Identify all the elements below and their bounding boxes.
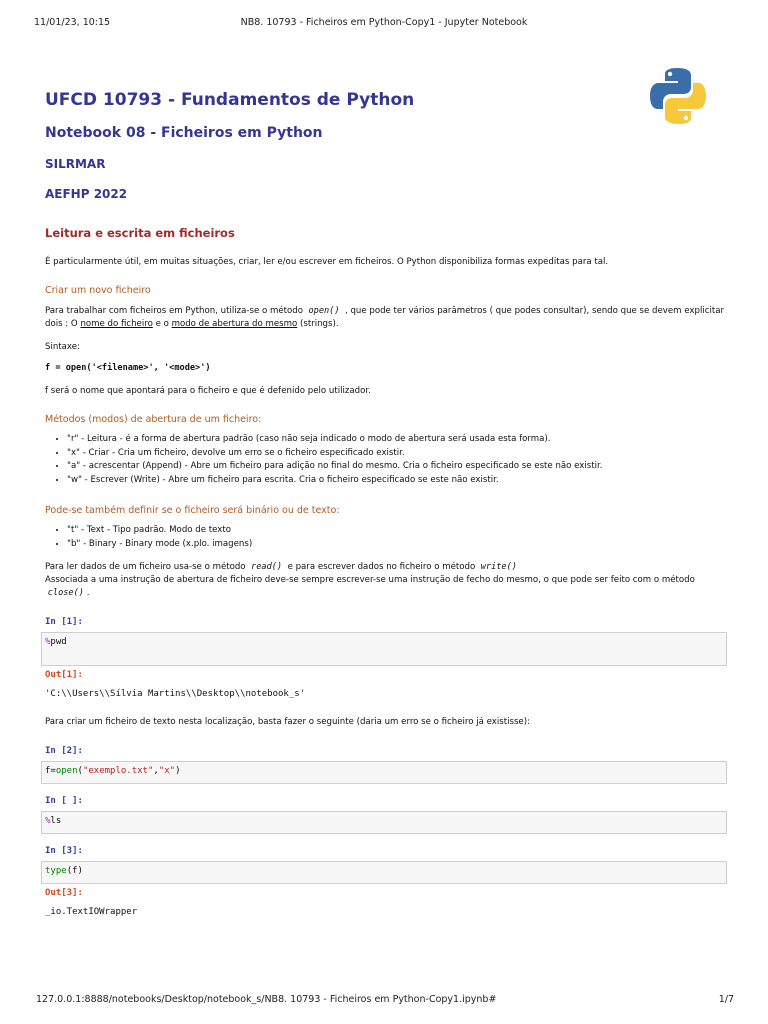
page-number: 1/7 [718, 994, 734, 1005]
list-item: • "a" - acrescentar (Append) - Abre um ficheiro para adição no final do mesmo. Cria o ficheiro especificado se este não existir. [67, 460, 747, 474]
binary-heading: Pode-se também definir se o ficheiro será binário ou de texto: [45, 505, 340, 516]
cell-out-prompt: Out[3]: [45, 888, 83, 898]
code-cell-pwd[interactable]: %pwd [41, 632, 727, 666]
code-cell-type[interactable]: type(f) [41, 861, 727, 884]
python-logo-icon [648, 66, 708, 126]
section-title: Leitura e escrita em ficheiros [45, 226, 235, 240]
close-method: close() [47, 588, 84, 598]
cell-output: _io.TextIOWrapper [45, 907, 138, 917]
author-heading: SILRMAR [45, 157, 106, 171]
create-file-text: Para criar um ficheiro de texto nesta localização, basta fazer o seguinte (daria um erro se o ficheiro já existisse): [45, 717, 530, 727]
create-file-heading: Criar um novo ficheiro [45, 285, 151, 296]
open-method: open() [308, 306, 340, 316]
org-heading: AEFHP 2022 [45, 187, 128, 201]
binary-list [45, 524, 747, 551]
read-write-paragraph: Para ler dados de um ficheiro usa-se o método read() e para escrever dados no ficheiro o método write() Associada a uma instrução de abertura de ficheiro deve-se sempre escrever-se uma instrução de fecho do mesmo, o que pode ser feito com o método close() . [45, 562, 695, 598]
cell-in-prompt: In [3]: [45, 846, 83, 856]
modes-list [45, 433, 747, 487]
intro-text: É particularmente útil, em muitas situações, criar, ler e/ou escrever em ficheiros. O Python disponibiliza formas expeditas para tal. [45, 257, 609, 267]
read-method: read() [251, 562, 283, 572]
cell-out-prompt: Out[1]: [45, 670, 83, 680]
list-item: • "w" - Escrever (Write) - Abre um ficheiro para escrita. Cria o ficheiro especificado se este não existir. [67, 474, 747, 488]
list-item: • "r" - Leitura - é a forma de abertura padrão (caso não seja indicado o modo de abertura será usada esta forma). [67, 433, 747, 447]
print-title: NB8. 10793 - Ficheiros em Python-Copy1 - Jupyter Notebook [240, 17, 528, 28]
cell-in-prompt: In [1]: [45, 617, 83, 627]
print-datetime: 11/01/23, 10:15 [34, 17, 111, 28]
code-cell-ls[interactable]: %ls [41, 811, 727, 834]
list-item: • "b" - Binary - Binary mode (x.plo. imagens) [67, 538, 747, 552]
list-item: • "x" - Criar - Cria um ficheiro, devolve um erro se o ficheiro especificado existir. [67, 447, 747, 461]
notebook-title: UFCD 10793 - Fundamentos de Python [45, 90, 415, 110]
list-item: • "t" - Text - Tipo padrão. Modo de texto [67, 524, 747, 538]
cell-in-prompt: In [ ]: [45, 796, 83, 806]
modes-heading: Métodos (modos) de abertura de um ficheiro: [45, 414, 262, 425]
cell-in-prompt: In [2]: [45, 746, 83, 756]
syntax-code: f = open('<filename>', '<mode>') [45, 363, 211, 373]
create-file-paragraph: Para trabalhar com ficheiros em Python, utiliza-se o método open() , que pode ter vários parâmetros ( que podes consultar), sendo que se devem explicitar dois : O nome do ficheiro e o modo de abertura do mesmo (strings). [45, 306, 724, 329]
print-url: 127.0.0.1:8888/notebooks/Desktop/notebook_s/NB8. 10793 - Ficheiros em Python-Copy1.ipynb# [36, 994, 497, 1005]
notebook-subtitle: Notebook 08 - Ficheiros em Python [45, 125, 323, 141]
syntax-label: Sintaxe: [45, 342, 80, 352]
f-description: f será o nome que apontará para o ficheiro e que é defenido pelo utilizador. [45, 386, 371, 396]
write-method: write() [480, 562, 517, 572]
cell-output: 'C:\\Users\\Sílvia Martins\\Desktop\\notebook_s' [45, 689, 306, 699]
code-cell-open[interactable]: f=open("exemplo.txt","x") [41, 761, 727, 784]
